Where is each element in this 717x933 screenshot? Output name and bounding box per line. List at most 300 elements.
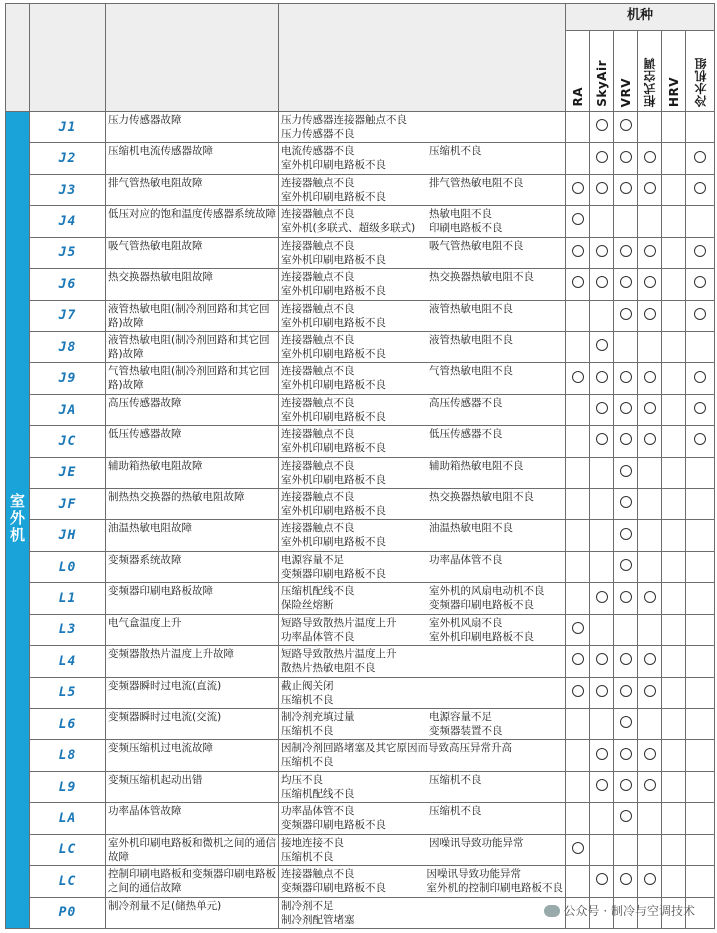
compat-SkyAir xyxy=(590,866,614,897)
cause-primary: 功率晶体管不良 xyxy=(281,805,355,818)
fault-name: 控制印刷电路板和变频器印刷电路板之间的通信故障 xyxy=(106,866,279,897)
error-code: J5 xyxy=(30,237,106,268)
compat-VRV xyxy=(614,489,638,520)
table-row xyxy=(6,300,715,331)
cause-primary: 室外机印刷电路板不良 xyxy=(281,505,386,518)
compat-HRV xyxy=(662,174,686,205)
compat-RA xyxy=(566,866,590,897)
cause-cell xyxy=(279,363,566,394)
fault-name: 气管热敏电阻(制冷剂回路和其它回路)故障 xyxy=(106,363,279,394)
table-row xyxy=(6,269,715,300)
applicable-circle-icon xyxy=(644,151,656,163)
applicable-circle-icon xyxy=(572,182,584,194)
section-label: 室外机 xyxy=(8,492,26,544)
compat-柜式空调 xyxy=(638,771,662,802)
applicable-circle-icon xyxy=(644,402,656,414)
cause-cell xyxy=(279,834,566,865)
compat-RA xyxy=(566,489,590,520)
compat-冷水机组 xyxy=(686,237,715,268)
compat-HRV xyxy=(662,583,686,614)
applicable-circle-icon xyxy=(620,748,632,760)
compat-SkyAir xyxy=(590,489,614,520)
table-row xyxy=(6,614,715,645)
fault-name: 变频压缩机起动出错 xyxy=(106,771,279,802)
cause-secondary: 室外机的风扇电动机不良 xyxy=(429,585,545,598)
applicable-circle-icon xyxy=(620,465,632,477)
fault-name: 低压对应的饱和温度传感器系统故障 xyxy=(106,206,279,237)
compat-VRV xyxy=(614,457,638,488)
applicable-circle-icon xyxy=(596,873,608,885)
compat-SkyAir xyxy=(590,771,614,802)
cause-primary: 制冷剂不足 xyxy=(281,899,334,912)
compat-VRV xyxy=(614,771,638,802)
fault-name: 功率晶体管故障 xyxy=(106,803,279,834)
compat-VRV xyxy=(614,520,638,551)
table-row xyxy=(6,866,715,897)
compat-冷水机组 xyxy=(686,331,715,362)
applicable-circle-icon xyxy=(620,779,632,791)
cause-cell xyxy=(279,237,566,268)
applicable-circle-icon xyxy=(572,685,584,697)
compat-SkyAir xyxy=(590,237,614,268)
machine-type-2 xyxy=(614,31,638,112)
compat-HRV xyxy=(662,112,686,143)
applicable-circle-icon xyxy=(644,653,656,665)
fault-name: 油温热敏电阻故障 xyxy=(106,520,279,551)
cause-primary: 变频器印刷电路板不良 xyxy=(281,819,386,832)
cause-secondary: 室外机印刷电路板不良 xyxy=(429,630,534,643)
compat-HRV xyxy=(662,709,686,740)
compat-RA xyxy=(566,300,590,331)
compat-RA xyxy=(566,206,590,237)
compat-SkyAir xyxy=(590,394,614,425)
error-code: L0 xyxy=(30,551,106,582)
applicable-circle-icon xyxy=(572,245,584,257)
compat-冷水机组 xyxy=(686,206,715,237)
table-row xyxy=(6,112,715,143)
applicable-circle-icon xyxy=(596,119,608,131)
compat-冷水机组 xyxy=(686,174,715,205)
compat-RA xyxy=(566,394,590,425)
table-row xyxy=(6,520,715,551)
error-code: L1 xyxy=(30,583,106,614)
compat-RA xyxy=(566,551,590,582)
applicable-circle-icon xyxy=(596,276,608,288)
error-code: LC xyxy=(30,834,106,865)
compat-RA xyxy=(566,646,590,677)
applicable-circle-icon xyxy=(596,245,608,257)
compat-柜式空调 xyxy=(638,300,662,331)
table-row xyxy=(6,457,715,488)
table-row xyxy=(6,489,715,520)
cause-primary: 室外机印刷电路板不良 xyxy=(281,379,386,392)
compat-RA xyxy=(566,143,590,174)
fault-name: 室外机印刷电路板和微机之间的通信故障 xyxy=(106,834,279,865)
fault-name: 变频压缩机过电流故障 xyxy=(106,740,279,771)
fault-name: 制冷剂量不足(储热单元) xyxy=(106,897,279,928)
section-label-cell xyxy=(6,112,30,929)
compat-SkyAir xyxy=(590,206,614,237)
compat-冷水机组 xyxy=(686,834,715,865)
applicable-circle-icon xyxy=(644,779,656,791)
error-code: J2 xyxy=(30,143,106,174)
cause-primary: 压力传感器连接器触点不良 xyxy=(281,114,407,126)
compat-HRV xyxy=(662,363,686,394)
applicable-circle-icon xyxy=(596,151,608,163)
table-row xyxy=(6,143,715,174)
cause-primary: 室外机印刷电路板不良 xyxy=(281,190,386,203)
applicable-circle-icon xyxy=(596,685,608,697)
compat-RA xyxy=(566,269,590,300)
compat-VRV xyxy=(614,112,638,143)
compat-VRV xyxy=(614,677,638,708)
compat-RA xyxy=(566,237,590,268)
cause-primary: 连接器触点不良 xyxy=(281,208,355,221)
error-code: JH xyxy=(30,520,106,551)
fault-code-table xyxy=(5,3,715,929)
compat-RA xyxy=(566,174,590,205)
machine-type-header: 机种 xyxy=(566,4,715,31)
compat-SkyAir xyxy=(590,520,614,551)
cause-primary: 保险丝熔断 xyxy=(281,599,334,612)
fault-name: 吸气管热敏电阻故障 xyxy=(106,237,279,268)
cause-secondary: 吸气管热敏电阻不良 xyxy=(429,239,524,252)
compat-SkyAir xyxy=(590,803,614,834)
cause-cell xyxy=(279,489,566,520)
compat-VRV xyxy=(614,834,638,865)
compat-冷水机组 xyxy=(686,426,715,457)
applicable-circle-icon xyxy=(620,653,632,665)
header-blank-cause xyxy=(279,4,566,112)
applicable-circle-icon xyxy=(620,371,632,383)
applicable-circle-icon xyxy=(572,213,584,225)
compat-SkyAir xyxy=(590,583,614,614)
compat-HRV xyxy=(662,771,686,802)
cause-secondary: 液管热敏电阻不良 xyxy=(429,333,513,346)
cause-primary: 压缩机不良 xyxy=(281,693,334,706)
machine-type-label: 柜式空调 xyxy=(643,57,657,107)
error-code: JC xyxy=(30,426,106,457)
applicable-circle-icon xyxy=(620,591,632,603)
compat-柜式空调 xyxy=(638,457,662,488)
cause-secondary: 辅助箱热敏电阻不良 xyxy=(429,459,524,472)
cause-primary: 连接器触点不良 xyxy=(281,868,355,881)
compat-柜式空调 xyxy=(638,363,662,394)
fault-name: 低压传感器故障 xyxy=(106,426,279,457)
compat-冷水机组 xyxy=(686,143,715,174)
compat-SkyAir xyxy=(590,174,614,205)
compat-HRV xyxy=(662,520,686,551)
cause-cell xyxy=(279,646,566,677)
compat-SkyAir xyxy=(590,269,614,300)
applicable-circle-icon xyxy=(644,276,656,288)
cause-primary: 压缩机配线不良 xyxy=(281,787,355,800)
compat-柜式空调 xyxy=(638,614,662,645)
applicable-circle-icon xyxy=(596,402,608,414)
machine-type-label: VRV xyxy=(618,77,633,107)
cause-secondary: 低压传感器不良 xyxy=(429,428,503,441)
applicable-circle-icon xyxy=(572,371,584,383)
compat-柜式空调 xyxy=(638,112,662,143)
cause-primary: 接地连接不良 xyxy=(281,836,344,849)
compat-RA xyxy=(566,583,590,614)
compat-SkyAir xyxy=(590,112,614,143)
compat-SkyAir xyxy=(590,551,614,582)
applicable-circle-icon xyxy=(620,151,632,163)
compat-冷水机组 xyxy=(686,583,715,614)
compat-柜式空调 xyxy=(638,174,662,205)
error-code: L9 xyxy=(30,771,106,802)
compat-柜式空调 xyxy=(638,709,662,740)
compat-VRV xyxy=(614,551,638,582)
table-row xyxy=(6,771,715,802)
compat-VRV xyxy=(614,174,638,205)
cause-primary: 室外机印刷电路板不良 xyxy=(281,442,386,455)
compat-RA xyxy=(566,363,590,394)
applicable-circle-icon xyxy=(596,433,608,445)
cause-primary: 压缩机配线不良 xyxy=(281,585,355,598)
compat-SkyAir xyxy=(590,646,614,677)
compat-RA xyxy=(566,677,590,708)
compat-RA xyxy=(566,740,590,771)
table-row xyxy=(6,803,715,834)
cause-secondary: 排气管热敏电阻不良 xyxy=(429,176,524,189)
table-row xyxy=(6,646,715,677)
cause-secondary: 压缩机不良 xyxy=(429,805,482,818)
fault-name: 辅助箱热敏电阻故障 xyxy=(106,457,279,488)
cause-cell xyxy=(279,740,566,771)
error-code: J4 xyxy=(30,206,106,237)
compat-RA xyxy=(566,771,590,802)
applicable-circle-icon xyxy=(596,591,608,603)
fault-name: 液管热敏电阻(制冷剂回路和其它回路)故障 xyxy=(106,331,279,362)
compat-SkyAir xyxy=(590,300,614,331)
table-row xyxy=(6,174,715,205)
cause-secondary: 热交换器热敏电阻不良 xyxy=(429,271,534,284)
compat-柜式空调 xyxy=(638,834,662,865)
compat-RA xyxy=(566,457,590,488)
applicable-circle-icon xyxy=(644,433,656,445)
cause-primary: 连接器触点不良 xyxy=(281,522,355,535)
compat-SkyAir xyxy=(590,331,614,362)
cause-primary: 均压不良 xyxy=(281,773,323,786)
cause-cell xyxy=(279,677,566,708)
compat-VRV xyxy=(614,583,638,614)
cause-primary: 连接器触点不良 xyxy=(281,459,355,472)
cause-cell xyxy=(279,112,566,143)
compat-RA xyxy=(566,803,590,834)
compat-HRV xyxy=(662,803,686,834)
compat-HRV xyxy=(662,206,686,237)
compat-RA xyxy=(566,834,590,865)
fault-name: 变频器瞬时过电流(交流) xyxy=(106,709,279,740)
machine-type-label: 冷水机组 xyxy=(693,57,708,107)
applicable-circle-icon xyxy=(694,276,706,288)
cause-cell xyxy=(279,206,566,237)
cause-cell xyxy=(279,300,566,331)
header-blank-code xyxy=(30,4,106,112)
cause-cell xyxy=(279,520,566,551)
applicable-circle-icon xyxy=(620,433,632,445)
compat-HRV xyxy=(662,269,686,300)
fault-name: 电气盒温度上升 xyxy=(106,614,279,645)
applicable-circle-icon xyxy=(596,182,608,194)
compat-SkyAir xyxy=(590,143,614,174)
compat-VRV xyxy=(614,363,638,394)
cause-secondary: 因噪讯导致功能异常 xyxy=(429,836,524,849)
cause-cell xyxy=(279,551,566,582)
cause-cell xyxy=(279,143,566,174)
compat-SkyAir xyxy=(590,740,614,771)
cause-cell xyxy=(279,331,566,362)
fault-name: 变频器散热片温度上升故障 xyxy=(106,646,279,677)
compat-柜式空调 xyxy=(638,489,662,520)
machine-type-label: SkyAir xyxy=(594,60,609,107)
compat-HRV xyxy=(662,834,686,865)
cause-primary: 连接器触点不良 xyxy=(281,176,355,189)
cause-primary: 制冷剂充填过量 xyxy=(281,711,355,724)
compat-HRV xyxy=(662,740,686,771)
compat-RA xyxy=(566,426,590,457)
applicable-circle-icon xyxy=(620,873,632,885)
fault-name: 高压传感器故障 xyxy=(106,394,279,425)
cause-cell xyxy=(279,583,566,614)
cause-secondary: 热敏电阻不良 xyxy=(429,208,492,221)
fault-name: 制热热交换器的热敏电阻故障 xyxy=(106,489,279,520)
compat-HRV xyxy=(662,489,686,520)
cause-secondary: 印刷电路板不良 xyxy=(429,222,503,235)
table-row xyxy=(6,709,715,740)
fault-name: 热交换器热敏电阻故障 xyxy=(106,269,279,300)
compat-柜式空调 xyxy=(638,426,662,457)
cause-cell xyxy=(279,457,566,488)
compat-RA xyxy=(566,709,590,740)
compat-VRV xyxy=(614,206,638,237)
applicable-circle-icon xyxy=(694,308,706,320)
error-code: P0 xyxy=(30,897,106,928)
applicable-circle-icon xyxy=(596,371,608,383)
compat-冷水机组 xyxy=(686,646,715,677)
error-code: L8 xyxy=(30,740,106,771)
fault-name: 液管热敏电阻(制冷剂回路和其它回路)故障 xyxy=(106,300,279,331)
fault-name: 压力传感器故障 xyxy=(106,112,279,143)
cause-secondary: 因噪讯导致功能异常 xyxy=(426,868,521,881)
fault-name: 变频器印刷电路板故障 xyxy=(106,583,279,614)
cause-primary: 压缩机不良 xyxy=(281,725,334,738)
error-code: J6 xyxy=(30,269,106,300)
compat-HRV xyxy=(662,331,686,362)
applicable-circle-icon xyxy=(572,276,584,288)
compat-冷水机组 xyxy=(686,363,715,394)
cause-primary: 连接器触点不良 xyxy=(281,239,355,252)
compat-SkyAir xyxy=(590,614,614,645)
error-code: L3 xyxy=(30,614,106,645)
error-code: L4 xyxy=(30,646,106,677)
compat-RA xyxy=(566,112,590,143)
cause-secondary: 变频器装置不良 xyxy=(429,725,503,738)
machine-type-label: RA xyxy=(570,87,585,107)
watermark xyxy=(544,902,695,919)
compat-VRV xyxy=(614,614,638,645)
compat-SkyAir xyxy=(590,426,614,457)
table-row xyxy=(6,551,715,582)
compat-柜式空调 xyxy=(638,394,662,425)
cause-secondary: 功率晶体管不良 xyxy=(429,553,503,566)
machine-type-0 xyxy=(566,31,590,112)
cause-primary: 室外机印刷电路板不良 xyxy=(281,536,386,549)
machine-type-4 xyxy=(662,31,686,112)
applicable-circle-icon xyxy=(694,151,706,163)
compat-SkyAir xyxy=(590,834,614,865)
fault-name: 变频器系统故障 xyxy=(106,551,279,582)
applicable-circle-icon xyxy=(620,119,632,131)
compat-VRV xyxy=(614,300,638,331)
machine-type-1 xyxy=(590,31,614,112)
compat-HRV xyxy=(662,866,686,897)
table-row xyxy=(6,583,715,614)
cause-secondary: 变频器印刷电路板不良 xyxy=(429,599,534,612)
table-row xyxy=(6,834,715,865)
compat-冷水机组 xyxy=(686,803,715,834)
compat-HRV xyxy=(662,143,686,174)
compat-冷水机组 xyxy=(686,771,715,802)
applicable-circle-icon xyxy=(620,496,632,508)
cause-primary: 室外机印刷电路板不良 xyxy=(281,410,386,423)
compat-柜式空调 xyxy=(638,866,662,897)
table-row xyxy=(6,677,715,708)
cause-primary: 连接器触点不良 xyxy=(281,333,355,346)
compat-柜式空调 xyxy=(638,237,662,268)
applicable-circle-icon xyxy=(572,842,584,854)
compat-HRV xyxy=(662,677,686,708)
error-code: J9 xyxy=(30,363,106,394)
cause-secondary: 高压传感器不良 xyxy=(429,396,503,409)
compat-冷水机组 xyxy=(686,614,715,645)
cause-cell xyxy=(279,174,566,205)
compat-冷水机组 xyxy=(686,709,715,740)
applicable-circle-icon xyxy=(694,371,706,383)
applicable-circle-icon xyxy=(644,873,656,885)
compat-VRV xyxy=(614,646,638,677)
cause-primary: 截止阀关闭 xyxy=(281,679,334,692)
table-row xyxy=(6,206,715,237)
cause-cell xyxy=(279,614,566,645)
compat-冷水机组 xyxy=(686,269,715,300)
applicable-circle-icon xyxy=(694,245,706,257)
fault-name: 变频器瞬时过电流(直流) xyxy=(106,677,279,708)
cause-secondary: 热交换器热敏电阻不良 xyxy=(429,491,534,504)
compat-HRV xyxy=(662,551,686,582)
cause-secondary: 压缩机不良 xyxy=(429,773,482,786)
applicable-circle-icon xyxy=(596,653,608,665)
compat-冷水机组 xyxy=(686,489,715,520)
cause-cell xyxy=(279,897,566,928)
cause-primary: 变频器印刷电路板不良 xyxy=(281,567,386,580)
cause-cell xyxy=(279,269,566,300)
fault-name: 压缩机电流传感器故障 xyxy=(106,143,279,174)
compat-冷水机组 xyxy=(686,866,715,897)
cause-primary: 短路导致散热片温度上升 xyxy=(281,616,397,629)
compat-冷水机组 xyxy=(686,300,715,331)
applicable-circle-icon xyxy=(596,748,608,760)
error-code: J3 xyxy=(30,174,106,205)
compat-HRV xyxy=(662,426,686,457)
table-row xyxy=(6,237,715,268)
cause-primary: 变频器印刷电路板不良 xyxy=(281,882,386,895)
compat-柜式空调 xyxy=(638,583,662,614)
cause-primary: 电流传感器不良 xyxy=(281,145,355,158)
compat-VRV xyxy=(614,237,638,268)
